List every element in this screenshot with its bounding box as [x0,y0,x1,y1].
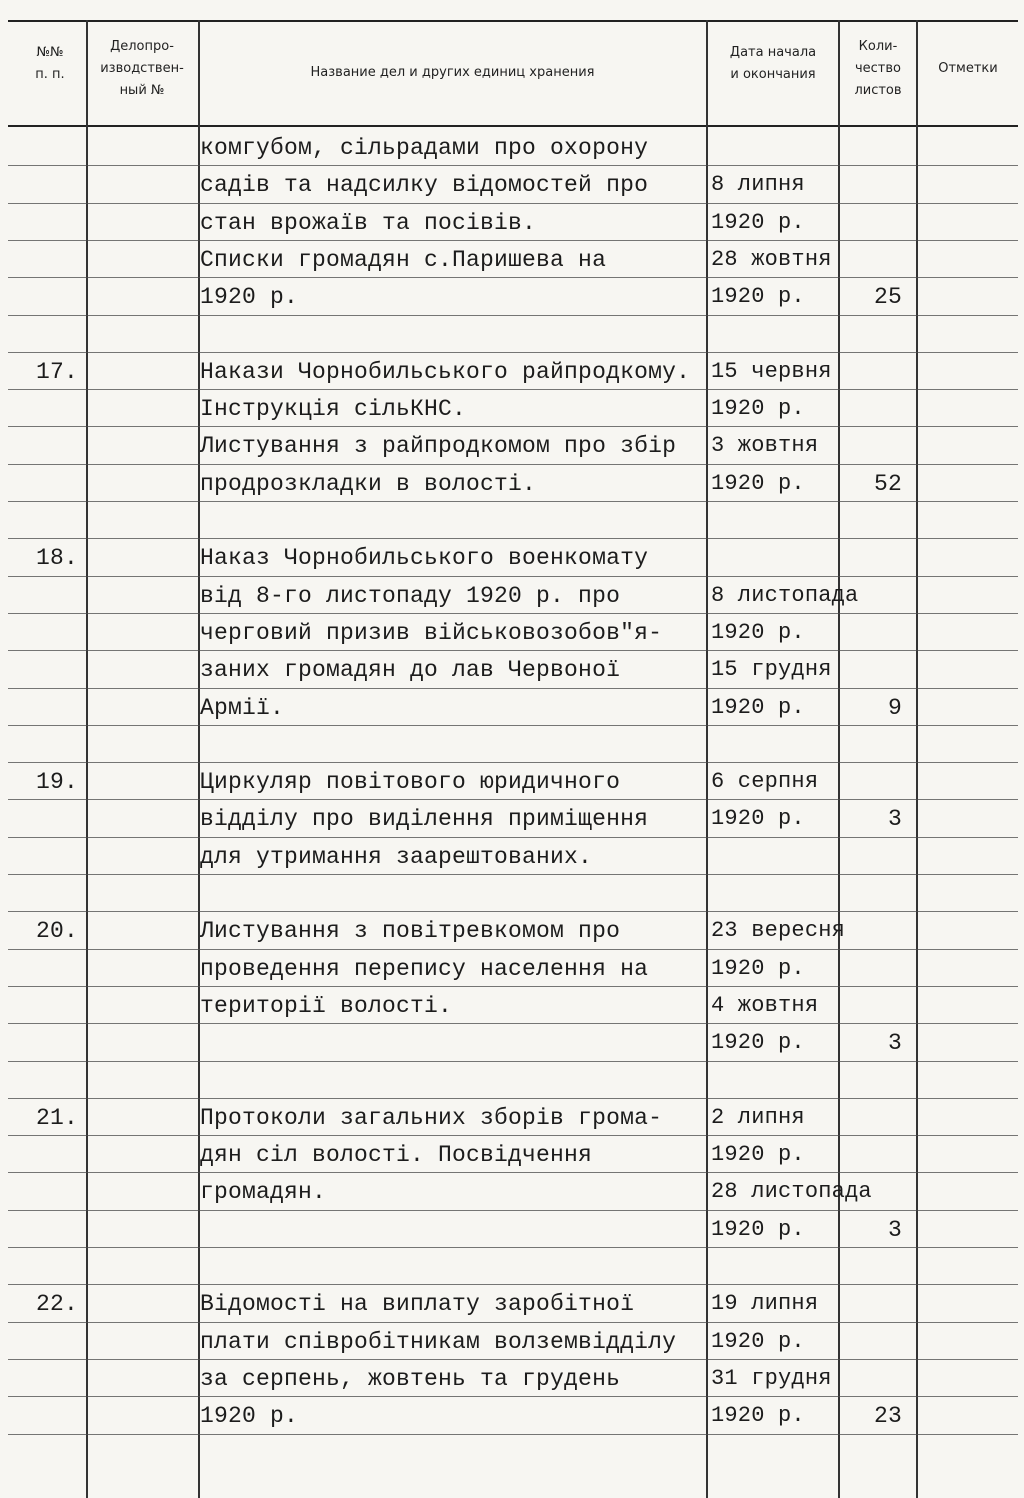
row-rule [8,911,1018,912]
row-date: 1920 р. [711,1216,805,1242]
row-number: 22. [35,1291,78,1318]
row-rule [8,240,1018,241]
row-title: стан врожаїв та посівів. [200,209,537,236]
row-rule [8,762,1018,763]
row-rule [8,352,1018,353]
row-title: черговий призив військовозобов"я- [200,619,663,646]
row-rule [8,1210,1018,1211]
row-rule [8,464,1018,465]
row-rule [8,277,1018,278]
row-rule [8,949,1018,950]
header-col-dates-line2: и окончания [730,67,816,82]
row-rule [8,613,1018,614]
row-date: 28 листопада [711,1179,872,1205]
row-date: 28 жовтня [711,246,832,272]
row-rule [8,315,1018,316]
header-col-count [840,36,916,102]
row-number: 20. [35,918,78,945]
row-rule [8,1023,1018,1024]
column-divider-5 [916,20,918,1498]
row-rule [8,799,1018,800]
row-title: Накази Чорнобильського райпродкому. [200,358,691,385]
row-date: 8 листопада [711,582,859,608]
row-title: садів та надсилку відомостей про [200,172,649,199]
header-col-notes: Отметки [938,61,998,76]
row-rule [8,688,1018,689]
row-date: 1920 р. [711,396,805,422]
row-date: 1920 р. [711,1403,805,1429]
row-rule [8,1396,1018,1397]
row-rule [8,986,1018,987]
row-title: 1920 р. [200,284,299,311]
header-col-count-line1: Коли- [858,39,898,54]
row-page-count: 3 [887,1030,902,1057]
row-number: 18. [35,545,78,572]
row-title: Листування з повітревкомом про [200,918,621,945]
header-col-case-line2: изводствен- [100,61,184,76]
row-title: комгубом, сільрадами про охорону [200,135,649,161]
row-rule [8,1098,1018,1099]
row-rule [8,837,1018,838]
row-number: 21. [35,1104,78,1131]
row-rule [8,1172,1018,1173]
row-date: 1920 р. [711,619,805,645]
row-date: 2 липня [711,1104,805,1130]
row-title: Інструкція сільКНС. [200,396,467,423]
row-rule [8,725,1018,726]
row-rule [8,389,1018,390]
row-title: проведення перепису населення на [200,955,649,982]
row-title: заних громадян до лав Червоної [200,657,621,684]
column-divider-4 [838,20,840,1498]
header-col-num-line1: №№ [36,45,64,60]
row-title: Відомості на виплату заробітної [200,1291,635,1318]
row-rule [8,538,1018,539]
row-date: 1920 р. [711,694,805,720]
row-date: 31 грудня [711,1365,832,1391]
row-date: 1920 р. [711,1328,805,1354]
header-col-case-line3: ный № [119,83,165,98]
row-date: 15 грудня [711,657,832,683]
row-date: 1920 р. [711,209,805,235]
row-date: 3 жовтня [711,433,819,459]
row-title: Листування з райпродкомом про збір [200,433,677,460]
row-date: 8 липня [711,172,805,198]
row-page-count: 25 [873,284,902,311]
row-rule [8,576,1018,577]
row-title: Циркуляр повітового юридичного [200,769,621,796]
row-date: 6 серпня [711,769,819,795]
row-date: 1920 р. [711,470,805,496]
header-col-num-line2: п. п. [35,67,65,82]
row-number: 17. [35,358,78,385]
row-title: території волості. [200,992,453,1019]
header-col-case-line1: Делопро- [110,39,174,54]
row-title: дян сіл волості. Посвідчення [200,1142,593,1169]
row-title: Протоколи загальних зборів грома- [200,1104,663,1131]
row-page-count: 52 [873,470,902,497]
column-divider-1 [86,20,88,1498]
row-date: 1920 р. [711,806,805,832]
row-rule [8,165,1018,166]
column-divider-2 [198,20,200,1498]
row-rule [8,874,1018,875]
row-title: за серпень, жовтень та грудень [200,1365,621,1392]
row-rule [8,1284,1018,1285]
row-rule [8,1061,1018,1062]
row-title: 1920 р. [200,1403,299,1430]
row-page-count: 23 [873,1403,902,1430]
header-bottom-rule [8,125,1018,127]
row-title: для утримання заарештованих. [200,843,593,870]
header-top-rule [8,20,1018,22]
header-col-dates-line1: Дата начала [729,45,817,60]
header-col-num [20,42,80,86]
row-title: Армії. [200,694,285,721]
row-rule [8,203,1018,204]
row-date: 23 вересня [711,918,846,944]
header-col-dates [708,42,838,86]
row-number: 19. [35,769,78,796]
row-page-count: 9 [887,694,902,721]
row-title: плати співробітникам волземвідділу [200,1328,677,1355]
header-col-title: Название дел и других единиц хранения [310,65,595,80]
header-col-count-line2: чество [854,61,901,76]
column-divider-3 [706,20,708,1498]
header-col-case [88,36,196,102]
row-date: 19 липня [711,1291,819,1317]
row-title: відділу про виділення приміщення [200,806,649,833]
row-title: Списки громадян с.Паришева на [200,246,607,273]
row-date: 1920 р. [711,955,805,981]
row-title: продрозкладки в волості. [200,470,537,497]
row-date: 1920 р. [711,1142,805,1168]
row-rule [8,1135,1018,1136]
row-date: 4 жовтня [711,992,819,1018]
row-date: 1920 р. [711,1030,805,1056]
header-col-count-line3: листов [854,83,902,98]
row-rule [8,1322,1018,1323]
row-title: Наказ Чорнобильського военкомату [200,545,649,572]
row-title: громадян. [200,1179,327,1206]
row-rule [8,426,1018,427]
row-date: 1920 р. [711,284,805,310]
row-date: 15 червня [711,358,832,384]
row-page-count: 3 [887,806,902,833]
row-rule [8,501,1018,502]
row-page-count: 3 [887,1216,902,1243]
row-rule [8,1247,1018,1248]
row-rule [8,1434,1018,1435]
row-rule [8,650,1018,651]
row-rule [8,1359,1018,1360]
row-title: від 8-го листопаду 1920 р. про [200,582,621,609]
